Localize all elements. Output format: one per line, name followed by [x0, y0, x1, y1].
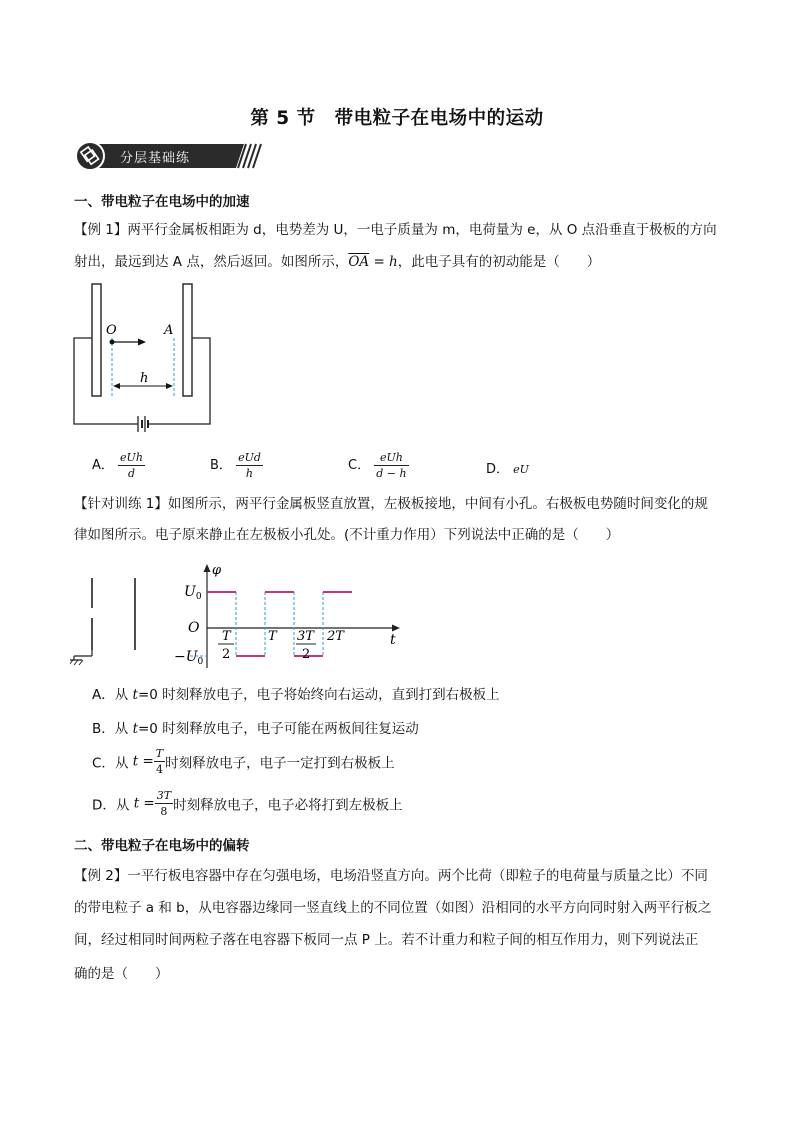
label-h: h: [140, 371, 149, 386]
u0-label: $U_0$: [184, 584, 202, 602]
tick-t: T: [268, 629, 277, 644]
tick-t-half: [218, 629, 234, 662]
example-1-line1: 【例 1】两平行金属板相距为 d，电势差为 U，一电子质量为 m，电荷量为 e，从 O 点沿垂直于极板的方向: [74, 222, 717, 238]
x-axis-label: t: [390, 632, 396, 648]
segment-oa: $\overline{OA}$: [348, 254, 370, 270]
option-c-fraction: $\frac{\text{eUh}}{d - h}$: [376, 451, 407, 480]
option-a[interactable]: A． $\frac{\text{eUh}}{d}$: [92, 451, 143, 480]
parallel-plates-figure: [70, 282, 220, 438]
example-2-line2: 的带电粒子 a 和 b，从电容器边缘同一竖直线上的不同位置（如图）沿相同的水平方向同时射入两平行板之: [74, 900, 712, 916]
option-b[interactable]: B． $\frac{\text{eUd}}{h}$: [210, 451, 261, 480]
tick-3t-half: [296, 629, 316, 662]
right-plate: [183, 284, 192, 396]
section-heading-deflection: 二、带电粒子在电场中的偏转: [74, 838, 250, 854]
example-tag: 【例 2】: [74, 868, 128, 884]
option-a-fraction: $\frac{\text{eUh}}{d}$: [120, 451, 143, 480]
svg-text:3T: 3T: [297, 629, 314, 644]
option-c-fraction: $\frac{T}{4}$: [155, 747, 164, 776]
example-tag: 【例 1】: [74, 222, 128, 238]
left-plate: [92, 284, 101, 396]
battery-icon: [138, 416, 148, 432]
example-2-line4: 确的是（ ）: [74, 966, 169, 982]
training-option-d[interactable]: D．从 t = $\frac{3T}{8}$ 时刻释放电子，电子必将打到左极板上: [92, 789, 403, 818]
example-2-line1: 【例 2】一平行板电容器中存在匀强电场，电场沿竖直方向。两个比荷（即粒子的电荷量与质量之比）不同: [74, 868, 708, 884]
option-c[interactable]: C． $\frac{\text{eUh}}{d - h}$: [348, 451, 407, 480]
example-2-line3: 间，经过相同时间两粒子落在电容器下板同一点 P 上。若不计重力和粒子间的相互作用力，则下列说法正: [74, 932, 699, 948]
option-d[interactable]: D． eU: [486, 462, 529, 477]
training-1-line2: 律如图所示。电子原来静止在左极板小孔处。(不计重力作用）下列说法中正确的是（ ）: [74, 527, 620, 543]
training-tag: 【针对训练 1】: [74, 496, 168, 512]
training-option-b[interactable]: B．从 t=0 时刻释放电子，电子可能在两板间往复运动: [92, 721, 419, 737]
neg-u0-label: $-U_0$: [174, 649, 204, 667]
grounded-plates-figure: [70, 576, 150, 666]
training-option-c[interactable]: C．从 t = $\frac{T}{4}$ 时刻释放电子，电子一定打到右极板上: [92, 747, 395, 776]
banner-label: 分层基础练: [120, 151, 191, 166]
training-1-line1: 【针对训练 1】如图所示，两平行金属板竖直放置，左极板接地，中间有小孔。右极板电势随时间变化的规: [74, 496, 708, 512]
training-option-a[interactable]: A．从 t=0 时刻释放电子，电子将始终向右运动，直到打到右极板上: [92, 687, 500, 703]
tick-2t: 2T: [327, 629, 344, 644]
label-o: O: [106, 323, 117, 338]
svg-text:T: T: [222, 629, 231, 644]
origin-label: O: [188, 620, 200, 636]
svg-text:2: 2: [302, 647, 311, 662]
section-heading-acceleration: 一、带电粒子在电场中的加速: [74, 194, 250, 210]
label-a: A: [164, 323, 174, 338]
page-title: 第 5 节 带电粒子在电场中的运动: [250, 108, 544, 129]
y-axis-label: φ: [212, 563, 222, 578]
option-d-fraction: $\frac{3T}{8}$: [156, 789, 172, 818]
ground-icon: [70, 650, 92, 665]
layered-tag-icon: [76, 142, 104, 170]
potential-time-graph: [170, 560, 410, 672]
option-b-fraction: $\frac{\text{eUd}}{h}$: [238, 451, 261, 480]
svg-text:2: 2: [222, 647, 231, 662]
example-1-line2: 射出，最远到达 A 点，然后返回。如图所示，$\overline{OA} = h$，此电子具有的初动能是（ ）: [74, 254, 601, 270]
